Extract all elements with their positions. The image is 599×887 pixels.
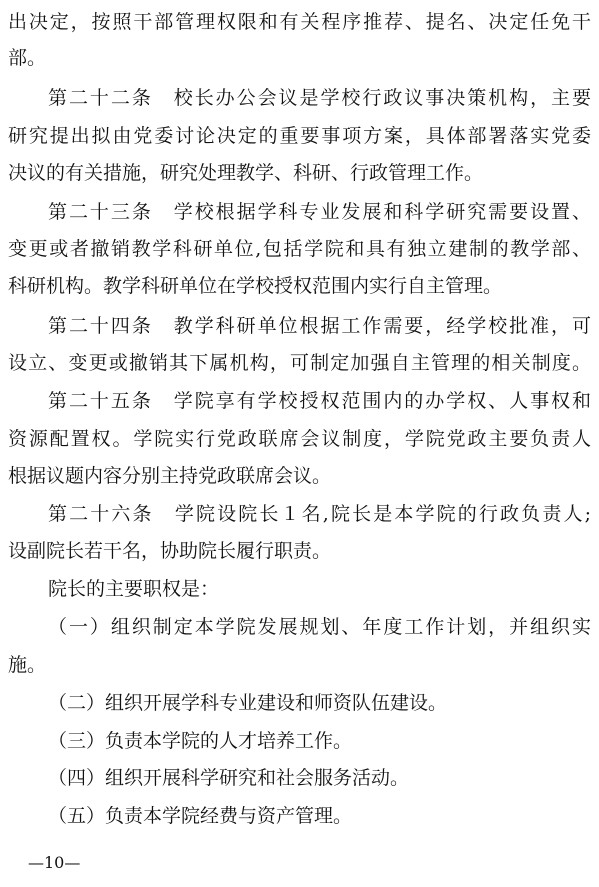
text-line: 设立、变更或撤销其下属机构，可制定加强自主管理的相关制度。 bbox=[8, 352, 591, 374]
article-22-heading-line: 第二十二条 校长办公会议是学校行政议事决策机构，主要 bbox=[48, 87, 591, 109]
article-26-heading-line: 第二十六条 学院设院长１名,院长是本学院的行政负责人; bbox=[48, 503, 591, 525]
duty-item: （三）负责本学院的人才培养工作。 bbox=[48, 730, 353, 752]
text-line: 科研机构。教学科研单位在学校授权范围内实行自主管理。 bbox=[8, 275, 503, 297]
text-line: 设副院长若干名，协助院长履行职责。 bbox=[8, 540, 332, 562]
duty-item: （一）组织制定本学院发展规划、年度工作计划，并组织实 bbox=[48, 616, 591, 638]
text-line: 决议的有关措施，研究处理教学、科研、行政管理工作。 bbox=[8, 162, 484, 184]
duty-item: （五）负责本学院经费与资产管理。 bbox=[48, 805, 353, 827]
text-line: 资源配置权。学院实行党政联席会议制度，学院党政主要负责人 bbox=[8, 428, 591, 450]
page-number: —10— bbox=[28, 853, 81, 872]
text-line: 出决定，按照干部管理权限和有关程序推荐、提名、决定任免干 bbox=[8, 11, 591, 33]
article-23-heading-line: 第二十三条 学校根据学科专业发展和科学研究需要设置、 bbox=[48, 201, 591, 223]
text-line: 研究提出拟由党委讨论决定的重要事项方案，具体部署落实党委 bbox=[8, 125, 591, 147]
article-24-heading-line: 第二十四条 教学科研单位根据工作需要，经学校批准，可 bbox=[48, 315, 591, 337]
text-line: 根据议题内容分别主持党政联席会议。 bbox=[8, 465, 332, 487]
dean-duties-heading: 院长的主要职权是： bbox=[48, 578, 220, 600]
duty-item: （四）组织开展科学研究和社会服务活动。 bbox=[48, 767, 410, 789]
text-line: 施。 bbox=[8, 654, 47, 676]
article-25-heading-line: 第二十五条 学院享有学校授权范围内的办学权、人事权和 bbox=[48, 390, 591, 412]
text-line: 部。 bbox=[8, 47, 47, 69]
duty-item: （二）组织开展学科专业建设和师资队伍建设。 bbox=[48, 692, 448, 714]
text-line: 变更或者撤销教学科研单位,包括学院和具有独立建制的教学部、 bbox=[8, 238, 591, 260]
